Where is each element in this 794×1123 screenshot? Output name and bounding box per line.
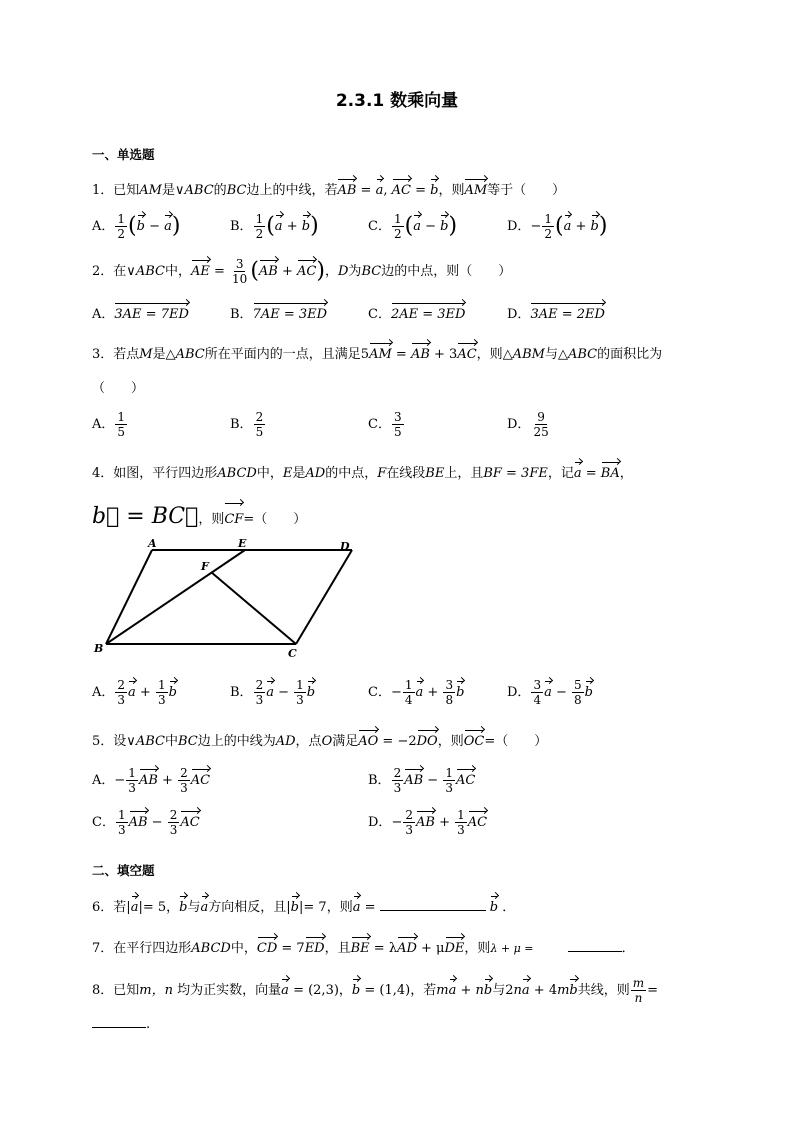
segment-fc: [211, 572, 296, 644]
q2-option-a[interactable]: A．3AE = 7ED: [92, 300, 189, 324]
section-heading-fill-in: 二、填空题: [92, 863, 155, 878]
label-f: F: [201, 560, 209, 573]
q4-option-a[interactable]: A． $\frac{2}{3}$ a + $\frac{1}{3}$ b: [92, 678, 177, 707]
q4-option-c[interactable]: C．− $\frac{1}{4}$ a + $\frac{3}{8}$ b: [368, 678, 465, 707]
q4-option-d[interactable]: D． $\frac{3}{4}$ a − $\frac{5}{8}$ b: [507, 678, 593, 707]
segment-be: [106, 550, 245, 644]
side-ab: [106, 550, 152, 644]
q1-option-a[interactable]: A． $\frac{1}{2}$ (b − a): [92, 212, 181, 241]
q5-option-c[interactable]: C． $\frac{1}{3}$ AB − $\frac{2}{3}$ AC: [92, 808, 200, 837]
question-4: 4．如图，平行四边形ABCD中，E是AD的中点，F在线段BE上，且BF = 3FE，记a = BA，: [92, 459, 633, 483]
q1-option-b[interactable]: B． $\frac{1}{2}$ (a + b): [230, 212, 319, 241]
question-4-line2: b⃗ = BC⃗，则CF=（ ）: [92, 500, 306, 534]
q2-option-d[interactable]: D．3AE = 2ED: [507, 300, 605, 324]
question-6: 6．若|a|= 5，b与a方向相反，且|b|= 7，则a = b ．: [92, 893, 515, 917]
question-2: 2．在∨ABC中，AE = $\frac{3}{10}$ (AB + AC)，D为BC边的中点，则（ ）: [92, 257, 512, 286]
label-b: B: [94, 642, 104, 655]
question-3: 3．若点M是△ABC所在平面内的一点，且满足5AM = AB + 3AC，则△ABM与△ABC的面积比为: [92, 340, 662, 364]
q5-option-b[interactable]: B． $\frac{2}{3}$ AB − $\frac{1}{3}$ AC: [368, 766, 476, 795]
label-e: E: [238, 537, 247, 550]
side-dc: [296, 550, 352, 644]
q2-option-b[interactable]: B．7AE = 3ED: [230, 300, 327, 324]
q4-option-b[interactable]: B． $\frac{2}{3}$ a − $\frac{1}{3}$ b: [230, 678, 316, 707]
q3-option-a[interactable]: A． $\frac{1}{5}$: [92, 410, 126, 439]
question-7: 7．在平行四边形ABCD中，CD = 7ED，且BE = λAD + μDE，则λ + μ = ．: [92, 934, 635, 958]
question-8: 8．已知m，n 均为正实数，向量a = (2,3)，b = (1,4)，若ma + nb与2na + 4mb共线，则 $\frac{m}{n}$ =: [92, 976, 659, 1005]
q1-option-d[interactable]: D．− $\frac{1}{2}$ (a + b): [507, 212, 608, 241]
q3-option-b[interactable]: B． $\frac{2}{5}$: [230, 410, 264, 439]
q7-answer-blank[interactable]: [568, 951, 622, 952]
q3-option-d[interactable]: D． $\frac{9}{25}$: [507, 410, 549, 439]
question-3-paren: （ ）: [92, 381, 145, 396]
label-d: D: [340, 540, 350, 553]
q5-option-a[interactable]: A．− $\frac{1}{3}$ AB + $\frac{2}{3}$ AC: [92, 766, 211, 795]
q5-option-d[interactable]: D．− $\frac{2}{3}$ AB + $\frac{1}{3}$ AC: [368, 808, 488, 837]
q2-option-c[interactable]: C．2AE = 3ED: [368, 300, 465, 324]
label-a: A: [148, 537, 157, 550]
q1-option-c[interactable]: C． $\frac{1}{2}$ (a − b): [368, 212, 458, 241]
parallelogram-figure: [90, 536, 360, 662]
q6-answer-blank[interactable]: [380, 910, 486, 911]
question-5: 5．设∨ABC中BC边上的中线为AD，点O满足AO = −2DO，则OC=（ ）: [92, 727, 547, 751]
question-1: 1．已知AM是∨ABC的BC边上的中线，若AB = a, AC = b，则AM等于（ ）: [92, 176, 565, 200]
section-heading-single-choice: 一、单选题: [92, 147, 155, 162]
question-8-line2: .: [92, 1016, 150, 1034]
page-title: 2.3.1 数乘向量: [335, 91, 459, 111]
q3-option-c[interactable]: C． $\frac{3}{5}$: [368, 410, 402, 439]
label-c: C: [288, 647, 297, 660]
q8-answer-blank[interactable]: [92, 1027, 146, 1028]
